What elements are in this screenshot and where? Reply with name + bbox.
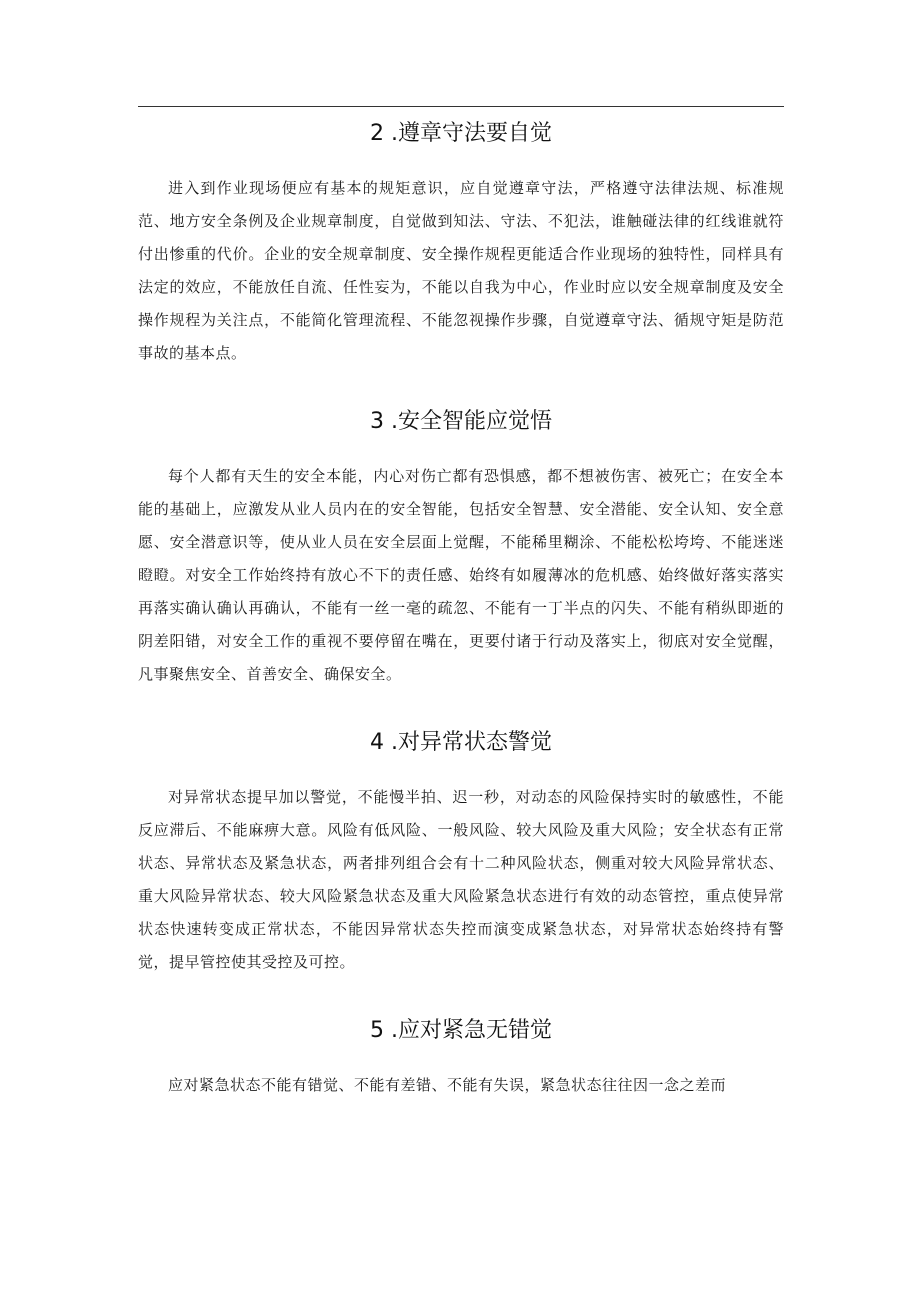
section-paragraph-5: 应对紧急状态不能有错觉、不能有差错、不能有失误，紧急状态往往因一念之差而: [168, 1076, 727, 1094]
section-heading-2: 2 .遵章守法要自觉: [370, 121, 552, 146]
section-heading-3: 3 .安全智能应觉悟: [370, 409, 552, 434]
section-paragraph-2: 进入到作业现场便应有基本的规矩意识，应自觉遵章守法，严格遵守法律法规、标准规范、地方安全条例及企业规章制度，自觉做到知法、守法、不犯法，谁触碰法律的红线谁就符付出惨重的代价。企业的安全规章制度、安全操作规程更能适合作业现场的独特性，同样具有法定的效应，不能放任自流、任性妄为，不能以自我为中心，作业时应以安全规章制度及安全操作规程为关注点，不能简化管理流程、不能忽视操作步骤，自觉遵章守法、循规守矩是防范事故的基本点。: [138, 179, 784, 362]
top-rule: [138, 106, 784, 107]
section-heading-4: 4 .对异常状态警觉: [370, 730, 552, 755]
section-paragraph-3: 每个人都有天生的安全本能，内心对伤亡都有恐惧感，都不想被伤害、被死亡；在安全本能的基础上，应激发从业人员内在的安全智能，包括安全智慧、安全潜能、安全认知、安全意愿、安全潜意识等，使从业人员在安全层面上觉醒，不能稀里糊涂、不能松松垮垮、不能迷迷瞪瞪。对安全工作始终持有放心不下的责任感、始终有如履薄冰的危机感、始终做好落实落实再落实确认确认再确认，不能有一丝一毫的疏忽、不能有一丁半点的闪失、不能有稍纵即逝的阴差阳错，对安全工作的重视不要停留在嘴在，更要付诸于行动及落实上，彻底对安全觉醒，凡事聚焦安全、首善安全、确保安全。: [138, 467, 784, 683]
section-paragraph-4: 对异常状态提早加以警觉，不能慢半拍、迟一秒，对动态的风险保持实时的敏感性，不能反应滞后、不能麻痹大意。风险有低风险、一般风险、较大风险及重大风险；安全状态有正常状态、异常状态及紧急状态，两者排列组合会有十二种风险状态，侧重对较大风险异常状态、重大风险异常状态、较大风险紧急状态及重大风险紧急状态进行有效的动态管控，重点使异常状态快速转变成正常状态，不能因异常状态失控而演变成紧急状态，对异常状态始终持有警觉，提早管控使其受控及可控。: [138, 788, 784, 971]
document-body: [138, 112, 784, 1102]
section-heading-5: 5 .应对紧急无错觉: [370, 1018, 552, 1043]
